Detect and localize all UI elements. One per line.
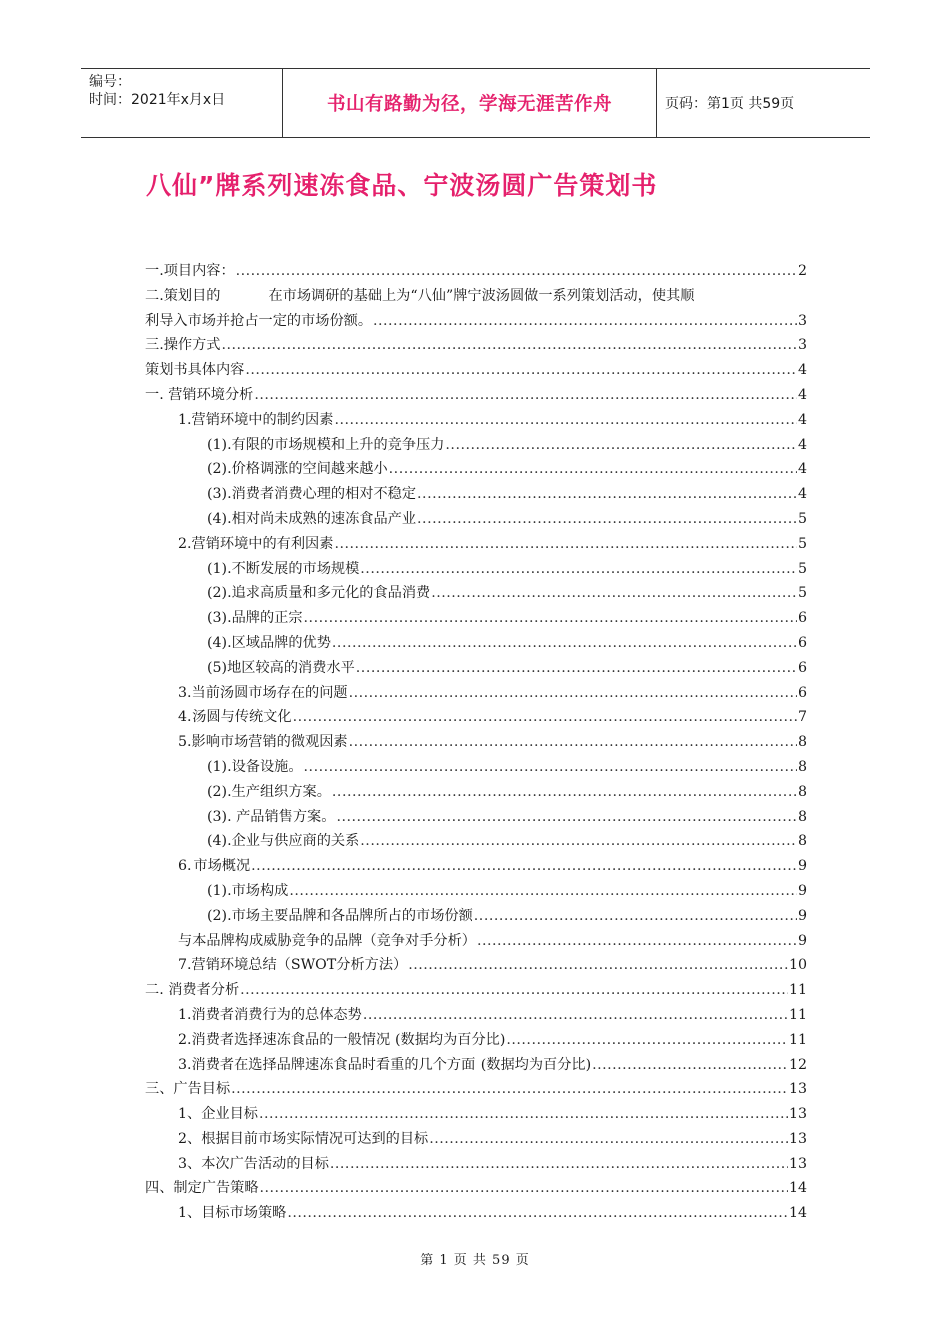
toc-entry[interactable] [145, 904, 807, 929]
toc-entry-number: 4. [178, 709, 192, 726]
toc-leader-dots [293, 705, 797, 730]
toc-leader-dots [417, 507, 797, 532]
toc-leader-dots [221, 333, 797, 358]
toc-entry-text: 二. 消费者分析 [145, 982, 240, 999]
toc-entry[interactable] [145, 978, 807, 1003]
toc-page-number: 13 [788, 1106, 807, 1123]
toc-leader-dots [332, 780, 797, 805]
toc-leader-dots [417, 482, 797, 507]
toc-entry-text: 四、制定广告策略 [145, 1180, 259, 1197]
toc-entry[interactable] [145, 1077, 807, 1102]
toc-entry[interactable] [145, 507, 807, 532]
toc-page-number: 4 [797, 486, 807, 503]
toc-leader-dots [356, 656, 797, 681]
toc-entry[interactable] [145, 581, 807, 606]
toc-entry[interactable] [145, 656, 807, 681]
toc-entry-number: 1. [178, 411, 192, 428]
toc-leader-dots [506, 1028, 788, 1053]
toc-page-number: 5 [797, 510, 807, 527]
toc-page-number: 6 [797, 684, 807, 701]
toc-entry-text-line2: 利导入市场并抢占一定的市场份额。 [145, 312, 373, 329]
toc-leader-dots [373, 309, 797, 334]
toc-entry[interactable] [145, 1003, 807, 1028]
toc-page-number: 8 [797, 833, 807, 850]
toc-page-number: 11 [788, 1006, 807, 1023]
toc-leader-dots [408, 953, 788, 978]
toc-entry[interactable] [145, 879, 807, 904]
toc-page-number: 8 [797, 734, 807, 751]
toc-page-number: 3 [797, 337, 807, 354]
toc-leader-dots [389, 457, 797, 482]
header-time-label: 时间：2021年x月x日 [89, 92, 226, 108]
toc-leader-dots [429, 1127, 788, 1152]
document-header [81, 68, 870, 138]
toc-entry-text: 1、企业目标 [178, 1106, 258, 1123]
toc-entry[interactable] [145, 780, 807, 805]
toc-page-number: 2 [797, 263, 807, 279]
toc-entry-text: (3).消费者消费心理的相对不稳定 [207, 486, 417, 503]
toc-entry[interactable] [145, 1102, 807, 1127]
toc-entry[interactable] [145, 929, 807, 954]
toc-entry[interactable] [145, 433, 807, 458]
toc-entry[interactable] [145, 557, 807, 582]
toc-page-number: 4 [797, 436, 807, 453]
toc-entry-text: 3、本次广告活动的目标 [178, 1155, 329, 1172]
toc-entry-text: (1).市场构成 [207, 882, 289, 899]
toc-entry-text: (4).相对尚未成熟的速冻食品产业 [207, 510, 417, 527]
toc-leader-dots [304, 606, 797, 631]
toc-page-number: 6 [797, 634, 807, 651]
header-page-info: 页码：第1页 共59页 [665, 96, 795, 112]
toc-page-number: 8 [797, 808, 807, 825]
toc-leader-dots [349, 730, 797, 755]
toc-page-number: 13 [788, 1155, 807, 1172]
toc-page-number: 12 [788, 1056, 807, 1073]
toc-entry-text: 消费者在选择品牌速冻食品时看重的几个方面 [191, 1056, 476, 1073]
toc-entry-text: 策划书具体内容 [145, 362, 245, 379]
toc-page-number: 6 [797, 610, 807, 627]
toc-entry-text: (2).生产组织方案。 [207, 783, 331, 800]
toc-entry[interactable] [145, 333, 807, 358]
toc-leader-dots [445, 433, 797, 458]
page-footer: 第 1 页 共 59 页 [420, 1253, 530, 1268]
toc-entry-text: 汤圆与传统文化 [192, 709, 292, 726]
toc-entry[interactable] [145, 1127, 807, 1152]
toc-entry[interactable] [145, 408, 807, 433]
toc-entry-number: 6. [178, 858, 192, 875]
toc-leader-dots [289, 879, 797, 904]
toc-leader-dots [245, 358, 797, 383]
toc-leader-dots [477, 929, 797, 954]
toc-entry-text: 市场概况 [193, 858, 251, 875]
toc-leader-dots [330, 1152, 788, 1177]
toc-page-number: 9 [797, 858, 807, 875]
toc-entry[interactable] [145, 358, 807, 383]
toc-entry[interactable] [145, 284, 807, 334]
toc-page-number: 11 [788, 982, 807, 999]
toc-leader-dots [474, 904, 797, 929]
toc-page-number: 13 [788, 1130, 807, 1147]
toc-entry-text-continued: 在市场调研的基础上为“八仙”牌宁波汤圆做一系列策划活动，使其顺 [268, 287, 695, 304]
toc-leader-dots [360, 557, 797, 582]
toc-page-number: 8 [797, 758, 807, 775]
header-meta-cell [81, 69, 282, 137]
header-number-label: 编号： [89, 74, 131, 90]
toc-entry-text: 二.策划目的 [145, 287, 221, 304]
toc-leader-dots [236, 259, 797, 284]
toc-entry-text: 营销环境中的有利因素 [191, 535, 334, 552]
toc-entry-text: 消费者消费行为的总体态势 [191, 1006, 362, 1023]
document-title: 八仙”牌系列速冻食品、宁波汤圆广告策划书 [146, 171, 658, 200]
toc-entry-number: 1. [178, 1006, 192, 1023]
toc-entry-text: 当前汤圆市场存在的问题 [191, 684, 348, 701]
toc-entry-text: (1).有限的市场规模和上升的竞争压力 [207, 436, 445, 453]
toc-entry-text: (2).追求高质量和多元化的食品消费 [207, 585, 431, 602]
header-motto: 书山有路勤为径，学海无涯苦作舟 [282, 69, 657, 137]
toc-leader-dots [349, 681, 797, 706]
toc-entry-text: 影响市场营销的微观因素 [191, 734, 348, 751]
toc-page-number: 8 [797, 783, 807, 800]
toc-entry-text: (2).价格调涨的空间越来越小 [207, 461, 388, 478]
toc-entry-number: 3. [178, 684, 192, 701]
toc-entry-text: (2).市场主要品牌和各品牌所占的市场份额 [207, 907, 473, 924]
toc-page-number: 5 [797, 585, 807, 602]
toc-entry[interactable] [145, 1053, 807, 1078]
toc-entry[interactable] [145, 1152, 807, 1177]
toc-entry-text: (4).企业与供应商的关系 [207, 833, 360, 850]
toc-leader-dots [592, 1053, 788, 1078]
toc-entry-number: 5. [178, 734, 192, 751]
toc-leader-dots [332, 631, 797, 656]
toc-page-number: 4 [797, 411, 807, 428]
toc-entry-text: (4).区域品牌的优势 [207, 634, 331, 651]
toc-entry-text: (3). 产品销售方案。 [207, 808, 336, 825]
toc-entry-text: (5)地区较高的消费水平 [207, 659, 355, 676]
toc-entry-text: 营销环境中的制约因素 [191, 411, 334, 428]
toc-entry-text: (1).设备设施。 [207, 758, 303, 775]
toc-leader-dots [360, 829, 797, 854]
toc-page-number: 13 [788, 1081, 807, 1098]
toc-page-number: 4 [797, 362, 807, 379]
toc-page-number: 14 [788, 1205, 807, 1222]
toc-entry-text: 一.项目内容： [145, 263, 235, 279]
toc-page-number: 9 [797, 932, 807, 949]
toc-entry-text: 消费者选择速冻食品的一般情况 [191, 1031, 391, 1048]
toc-leader-dots [336, 805, 797, 830]
toc-page-number: 4 [797, 386, 807, 403]
toc-entry[interactable] [145, 383, 807, 408]
toc-page-number: 5 [797, 560, 807, 577]
toc-page-number: 11 [788, 1031, 807, 1048]
toc-entry-text: 与本品牌构成威胁竞争的品牌（竞争对手分析） [178, 932, 476, 949]
toc-entry-text: 营销环境总结（SWOT分析方法） [191, 957, 408, 974]
table-of-contents [145, 259, 807, 1226]
toc-page-number: 5 [797, 535, 807, 552]
toc-page-number: 3 [797, 312, 807, 329]
toc-page-number: 6 [797, 659, 807, 676]
toc-page-number: 10 [788, 957, 807, 974]
toc-entry-number: 7. [178, 957, 192, 974]
toc-entry[interactable] [145, 457, 807, 482]
toc-page-number: 9 [797, 907, 807, 924]
toc-leader-dots [334, 408, 797, 433]
toc-page-number: 7 [797, 709, 807, 726]
toc-entry[interactable] [145, 631, 807, 656]
toc-entry[interactable] [145, 1201, 807, 1226]
toc-leader-dots [259, 1102, 788, 1127]
toc-entry[interactable] [145, 482, 807, 507]
toc-entry-text: (1).不断发展的市场规模 [207, 560, 360, 577]
toc-leader-dots [240, 978, 788, 1003]
toc-leader-dots [431, 581, 797, 606]
toc-entry[interactable] [145, 532, 807, 557]
toc-entry-text: 一. 营销环境分析 [145, 386, 254, 403]
toc-entry-number: 2. [178, 1031, 192, 1048]
toc-entry[interactable] [145, 730, 807, 755]
toc-leader-dots [334, 532, 797, 557]
toc-entry[interactable] [145, 1176, 807, 1201]
toc-page-number: 4 [797, 461, 807, 478]
toc-entry[interactable] [145, 755, 807, 780]
toc-leader-dots [231, 1077, 788, 1102]
toc-leader-dots [254, 383, 797, 408]
toc-entry[interactable] [145, 606, 807, 631]
toc-leader-dots [260, 1176, 788, 1201]
toc-entry[interactable] [145, 1028, 807, 1053]
toc-entry[interactable] [145, 829, 807, 854]
toc-entry[interactable] [145, 854, 807, 879]
toc-leader-dots [363, 1003, 788, 1028]
toc-entry-text: 三、广告目标 [145, 1081, 231, 1098]
toc-entry-note: (数据均为百分比) [395, 1031, 506, 1048]
toc-leader-dots [304, 755, 797, 780]
toc-page-number: 9 [797, 882, 807, 899]
toc-entry-number: 3. [178, 1056, 192, 1073]
toc-leader-dots [287, 1201, 788, 1226]
toc-page-number: 14 [788, 1180, 807, 1197]
toc-entry[interactable] [145, 259, 807, 284]
toc-entry[interactable] [145, 805, 807, 830]
toc-entry-text: (3).品牌的正宗 [207, 610, 303, 627]
toc-entry-text: 三.操作方式 [145, 337, 221, 354]
toc-entry-text: 1、目标市场策略 [178, 1205, 287, 1222]
toc-entry-note: (数据均为百分比) [480, 1056, 592, 1073]
toc-entry[interactable] [145, 705, 807, 730]
toc-entry-text: 2、根据目前市场实际情况可达到的目标 [178, 1130, 429, 1147]
toc-entry[interactable] [145, 681, 807, 706]
toc-entry[interactable] [145, 953, 807, 978]
toc-entry-number: 2. [178, 535, 192, 552]
toc-leader-dots [251, 854, 797, 879]
